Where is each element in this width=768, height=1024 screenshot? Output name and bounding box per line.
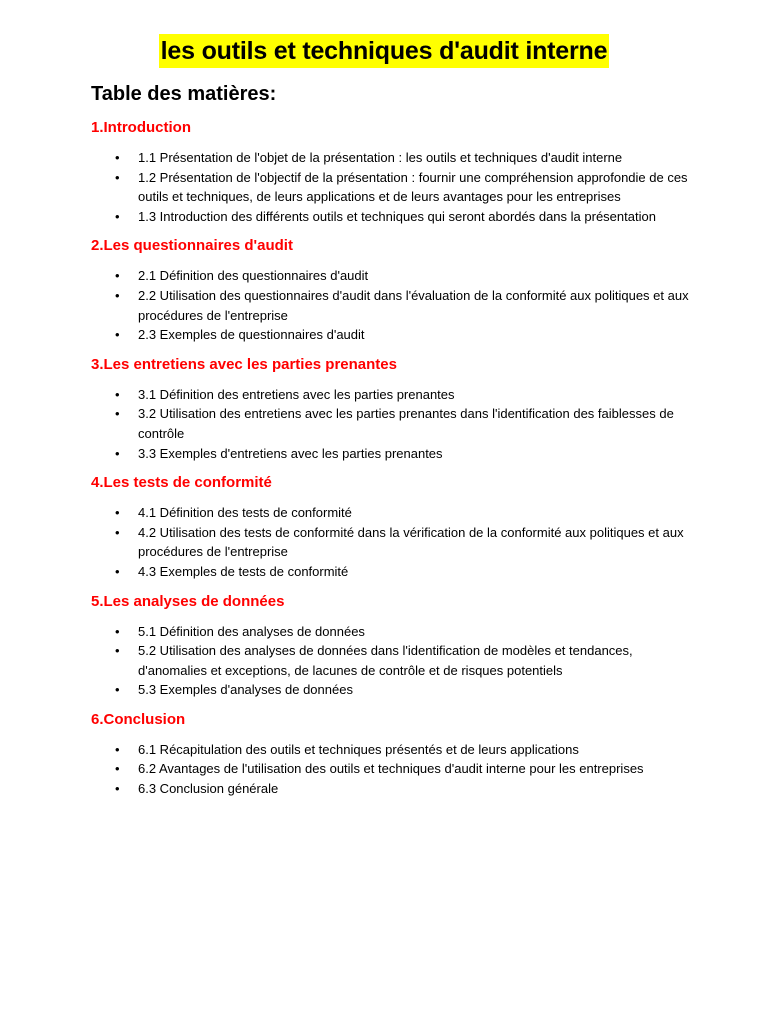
list-item <box>91 562 691 582</box>
table-of-contents <box>91 117 691 808</box>
bullet-dot-icon: • <box>115 563 120 579</box>
bullet-dot-icon: • <box>115 524 120 540</box>
section-items <box>91 503 691 581</box>
item-text: 1.3 Introduction des différents outils et techniques qui seront abordés dans la présentation <box>138 208 656 224</box>
list-item <box>91 168 691 207</box>
bullet-dot-icon: • <box>115 268 120 284</box>
item-text: 3.3 Exemples d'entretiens avec les parties prenantes <box>138 445 443 461</box>
section-items <box>91 148 691 226</box>
list-item <box>91 207 691 227</box>
list-item <box>91 148 691 168</box>
item-text: 3.1 Définition des entretiens avec les parties prenantes <box>138 386 455 402</box>
section-title: 3.Les entretiens avec les parties prenantes <box>91 355 397 373</box>
list-item <box>91 325 691 345</box>
list-item <box>91 680 691 700</box>
list-item <box>91 404 691 443</box>
list-item <box>91 444 691 464</box>
bullet-dot-icon: • <box>115 287 120 303</box>
toc-section <box>91 591 691 700</box>
section-items <box>91 740 691 799</box>
bullet-dot-icon: • <box>115 761 120 777</box>
item-text: 6.2 Avantages de l'utilisation des outils et techniques d'audit interne pour les entreprises <box>138 761 644 777</box>
item-text: 5.3 Exemples d'analyses de données <box>138 682 353 698</box>
item-text: 4.1 Définition des tests de conformité <box>138 505 352 521</box>
section-title: 1.Introduction <box>91 119 191 136</box>
list-item <box>91 286 691 325</box>
bullet-dot-icon: • <box>115 682 120 698</box>
section-title: 4.Les tests de conformité <box>91 474 272 492</box>
bullet-dot-icon: • <box>115 386 120 402</box>
section-items <box>91 266 691 344</box>
list-item <box>91 641 691 680</box>
item-text: 3.2 Utilisation des entretiens avec les parties prenantes dans l'identification des faiblesses de contrôle <box>138 406 674 441</box>
bullet-dot-icon: • <box>115 150 120 165</box>
bullet-dot-icon: • <box>115 741 120 757</box>
item-text: 4.3 Exemples de tests de conformité <box>138 563 349 579</box>
bullet-dot-icon: • <box>115 406 120 422</box>
item-text: 2.1 Définition des questionnaires d'audit <box>138 268 369 284</box>
section-title: 5.Les analyses de données <box>91 592 285 610</box>
bullet-dot-icon: • <box>115 643 120 659</box>
toc-section <box>91 472 691 581</box>
section-title: 6.Conclusion <box>91 710 186 728</box>
item-text: 1.2 Présentation de l'objectif de la présentation : fournir une compréhension approfondie de ces outils et techniques, de leurs applications et de leurs avantages pour les entreprises <box>138 169 688 205</box>
section-title: 2.Les questionnaires d'audit <box>91 237 293 255</box>
item-text: 4.2 Utilisation des tests de conformité dans la vérification de la conformité aux politiques et aux procédures de l'entreprise <box>138 524 684 560</box>
item-text: 6.1 Récapitulation des outils et techniques présentés et de leurs applications <box>138 741 579 757</box>
document-title: les outils et techniques d'audit interne <box>159 34 610 68</box>
bullet-dot-icon: • <box>115 169 120 185</box>
toc-section <box>91 709 691 799</box>
bullet-dot-icon: • <box>115 781 120 797</box>
title-container <box>0 34 768 68</box>
bullet-dot-icon: • <box>115 445 120 461</box>
toc-section <box>91 354 691 463</box>
item-text: 2.3 Exemples de questionnaires d'audit <box>138 327 365 343</box>
list-item <box>91 622 691 642</box>
table-of-contents-heading: Table des matières: <box>91 83 277 105</box>
bullet-dot-icon: • <box>115 208 120 224</box>
list-item <box>91 779 691 799</box>
list-item <box>91 740 691 760</box>
list-item <box>91 523 691 562</box>
item-text: 2.2 Utilisation des questionnaires d'audit dans l'évaluation de la conformité aux politiques et aux procédures de l'entreprise <box>138 287 689 323</box>
item-text: 6.3 Conclusion générale <box>138 781 279 797</box>
list-item <box>91 385 691 405</box>
bullet-dot-icon: • <box>115 327 120 343</box>
section-items <box>91 622 691 700</box>
bullet-dot-icon: • <box>115 505 120 521</box>
item-text: 5.2 Utilisation des analyses de données dans l'identification de modèles et tendances, d'anomalies et exceptions, de lacunes de contrôle et de risques potentiels <box>138 643 633 678</box>
toc-section <box>91 117 691 226</box>
list-item <box>91 503 691 523</box>
list-item <box>91 266 691 286</box>
toc-section <box>91 235 691 344</box>
bullet-dot-icon: • <box>115 623 120 639</box>
item-text: 1.1 Présentation de l'objet de la présentation : les outils et techniques d'audit interne <box>138 150 623 165</box>
section-items <box>91 385 691 463</box>
item-text: 5.1 Définition des analyses de données <box>138 623 365 639</box>
list-item <box>91 759 691 779</box>
